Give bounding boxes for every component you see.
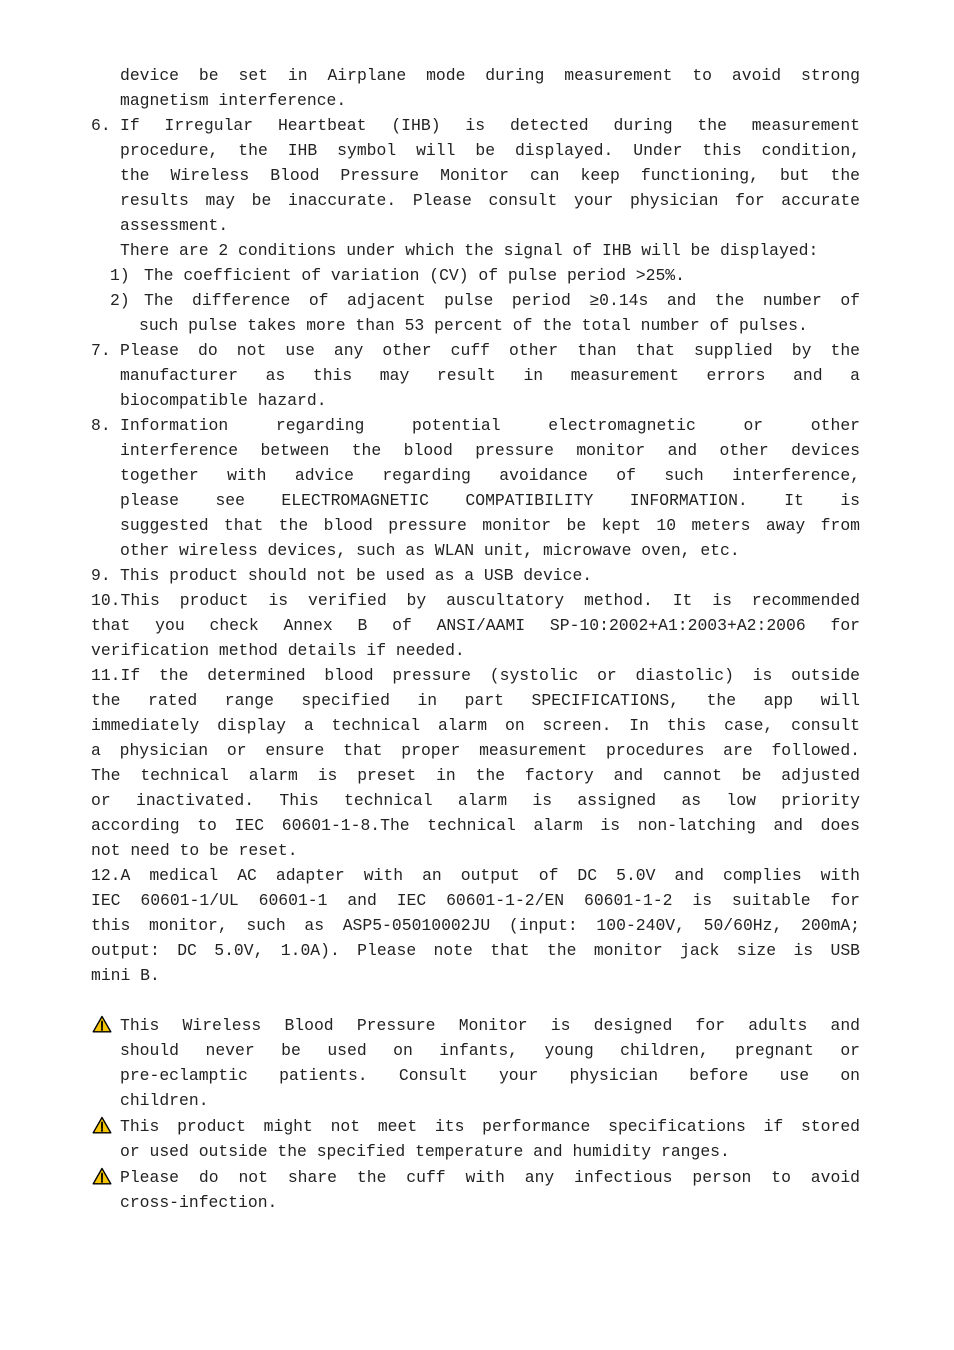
list-item-text-line: assessment. (120, 216, 229, 235)
list-item-text-line: biocompatible hazard. (120, 391, 327, 410)
warning-text-line: or used outside the specified temperature and humidity ranges. (120, 1142, 730, 1161)
warning-text-line: pre-eclamptic patients. Consult your physician before use on (120, 1066, 860, 1085)
paragraph-text-line: output: DC 5.0V, 1.0A). Please note that the monitor jack size is USB (91, 941, 860, 960)
paragraph-text-line: 11.If the determined blood pressure (systolic or diastolic) is outside (91, 666, 860, 685)
list-item-number: 7. (91, 341, 111, 360)
paragraph-text-line: 10.This product is verified by auscultatory method. It is recommended (91, 591, 860, 610)
list-item-text-line: This product should not be used as a USB device. (120, 566, 593, 585)
list-item-text-line: together with advice regarding avoidance of such interference, (120, 466, 860, 485)
list-item-text-line: interference between the blood pressure monitor and other devices (120, 441, 860, 460)
paragraph-text-line: a physician or ensure that proper measurement procedures are followed. (91, 741, 860, 760)
paragraph-text-line: 12.A medical AC adapter with an output of DC 5.0V and complies with (91, 866, 860, 885)
warning-triangle-icon (92, 1015, 112, 1033)
paragraph-text-line: the rated range specified in part SPECIFICATIONS, the app will (91, 691, 860, 710)
warning-triangle-icon (92, 1116, 112, 1134)
paragraph-text-line: verification method details if needed. (91, 641, 465, 660)
paragraph-text-line: that you check Annex B of ANSI/AAMI SP-10:2002+A1:2003+A2:2006 for (91, 616, 860, 635)
paragraph-text-line: IEC 60601-1/UL 60601-1 and IEC 60601-1-2/EN 60601-1-2 is suitable for (91, 891, 860, 910)
warning-text-line: children. (120, 1091, 209, 1110)
list-item-text-line: manufacturer as this may result in measurement errors and a (120, 366, 860, 385)
list-item-text-line: Information regarding potential electromagnetic or other (120, 416, 860, 435)
sub-item-text-line: The difference of adjacent pulse period ≥0.14s and the number of (144, 291, 860, 310)
list-item-number: 8. (91, 416, 111, 435)
list-item-text-line: please see ELECTROMAGNETIC COMPATIBILITY INFORMATION. It is (120, 491, 860, 510)
sub-item-text-line: such pulse takes more than 53 percent of the total number of pulses. (139, 316, 808, 335)
warning-text-line: should never be used on infants, young children, pregnant or (120, 1041, 860, 1060)
body-text-line: magnetism interference. (120, 91, 347, 110)
list-item-text-line: There are 2 conditions under which the signal of IHB will be displayed: (120, 241, 819, 260)
sub-item-number: 2) (110, 291, 130, 310)
list-item-number: 9. (91, 566, 111, 585)
warning-text-line: This product might not meet its performance specifications if stored (120, 1117, 860, 1136)
list-item-text-line: suggested that the blood pressure monitor be kept 10 meters away from (120, 516, 860, 535)
paragraph-text-line: this monitor, such as ASP5-05010002JU (input: 100-240V, 50/60Hz, 200mA; (91, 916, 860, 935)
list-item-text-line: the Wireless Blood Pressure Monitor can keep functioning, but the (120, 166, 860, 185)
warning-triangle-icon (92, 1167, 112, 1185)
paragraph-text-line: The technical alarm is preset in the factory and cannot be adjusted (91, 766, 860, 785)
paragraph-text-line: or inactivated. This technical alarm is assigned as low priority (91, 791, 860, 810)
list-item-text-line: procedure, the IHB symbol will be displayed. Under this condition, (120, 141, 860, 160)
sub-item-number: 1) (110, 266, 130, 285)
list-item-text-line: results may be inaccurate. Please consult your physician for accurate (120, 191, 860, 210)
warning-text-line: Please do not share the cuff with any infectious person to avoid (120, 1168, 860, 1187)
list-item-text-line: Please do not use any other cuff other than that supplied by the (120, 341, 860, 360)
list-item-number: 6. (91, 116, 111, 135)
paragraph-text-line: immediately display a technical alarm on screen. In this case, consult (91, 716, 860, 735)
warning-text-line: This Wireless Blood Pressure Monitor is designed for adults and (120, 1016, 860, 1035)
list-item-text-line: If Irregular Heartbeat (IHB) is detected during the measurement (120, 116, 860, 135)
warning-text-line: cross-infection. (120, 1193, 278, 1212)
list-item-text-line: other wireless devices, such as WLAN unit, microwave oven, etc. (120, 541, 740, 560)
paragraph-text-line: mini B. (91, 966, 160, 985)
paragraph-text-line: not need to be reset. (91, 841, 298, 860)
paragraph-text-line: according to IEC 60601-1-8.The technical alarm is non-latching and does (91, 816, 860, 835)
sub-item-text-line: The coefficient of variation (CV) of pulse period >25%. (144, 266, 685, 285)
body-text-line: device be set in Airplane mode during measurement to avoid strong (120, 66, 860, 85)
